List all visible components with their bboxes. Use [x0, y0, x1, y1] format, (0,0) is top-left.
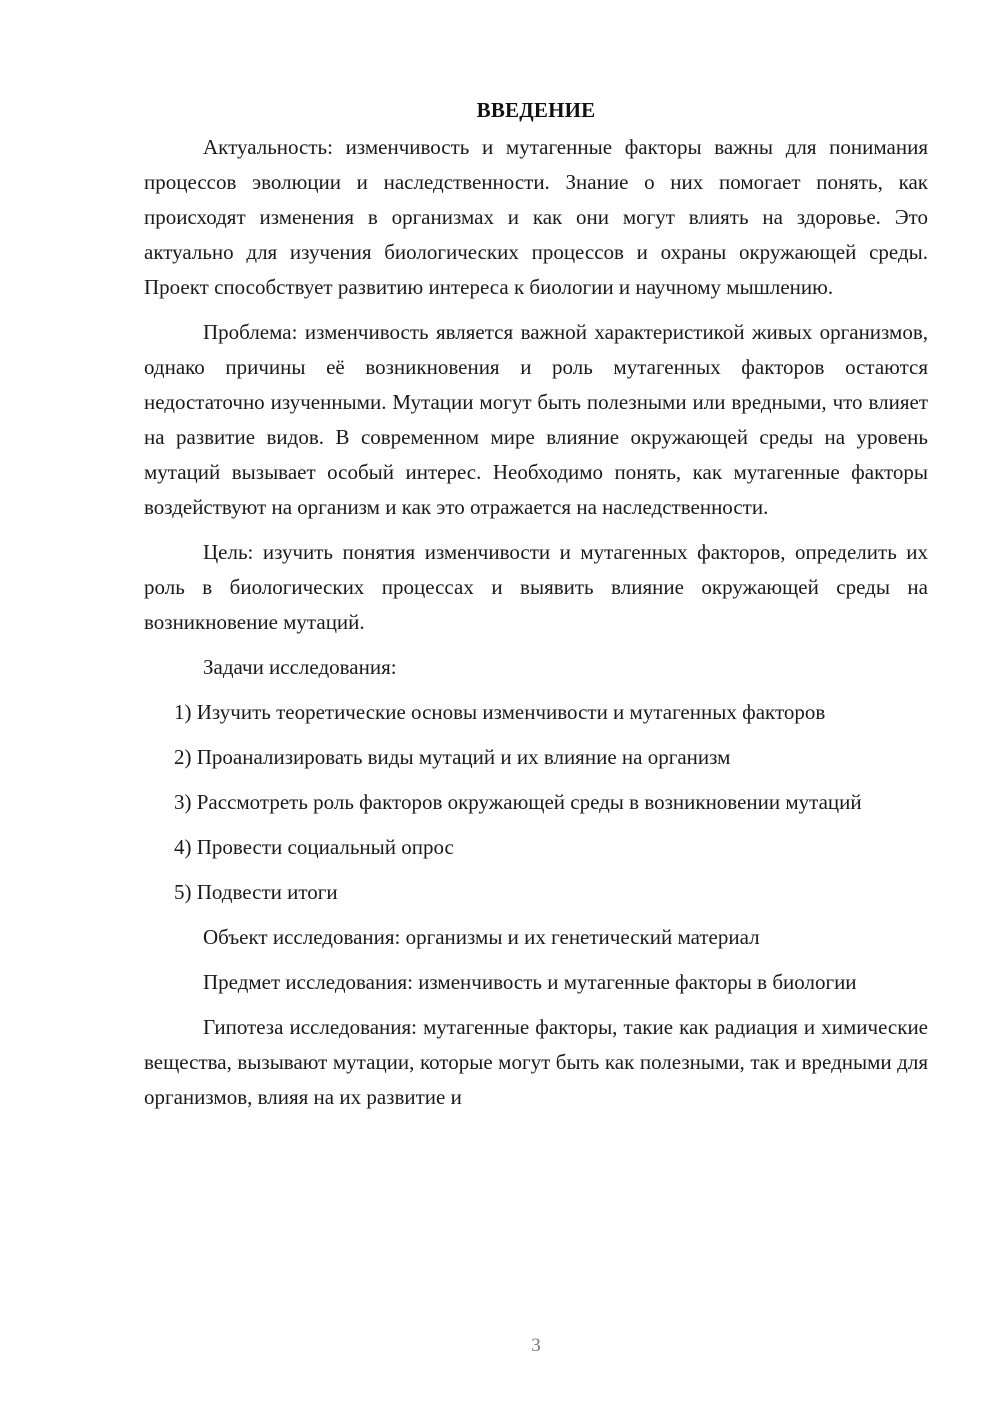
relevance-paragraph: Актуальность: изменчивость и мутагенные факторы важны для понимания процессов эволюции и наследственности. Знание о них помогает понять, как происходят изменения в организмах и как они могут влиять на здоровье. Это актуально для изучения биологических процессов и охраны окружающей среды. Проект способствует развитию интереса к биологии и научному мышлению.	[144, 135, 928, 299]
subject-paragraph: Предмет исследования: изменчивость и мутагенные факторы в биологии	[203, 970, 857, 994]
page-content	[144, 92, 928, 1125]
section-heading: ВВЕДЕНИЕ	[476, 98, 596, 122]
task-item-3: 3) Рассмотреть роль факторов окружающей среды в возникновении мутаций	[174, 790, 862, 814]
problem-paragraph: Проблема: изменчивость является важной характеристикой живых организмов, однако причины её возникновения и роль мутагенных факторов остаются недостаточно изученными. Мутации могут быть полезными или вредными, что влияет на развитие видов. В современном мире влияние окружающей среды на уровень мутаций вызывает особый интерес. Необходимо понять, как мутагенные факторы воздействуют на организм и как это отражается на наследственности.	[144, 320, 928, 519]
object-paragraph: Объект исследования: организмы и их генетический материал	[203, 925, 760, 949]
hypothesis-paragraph: Гипотеза исследования: мутагенные факторы, такие как радиация и химические вещества, вызывают мутации, которые могут быть как полезными, так и вредными для организмов, влияя на их развитие и	[144, 1015, 928, 1109]
goal-paragraph: Цель: изучить понятия изменчивости и мутагенных факторов, определить их роль в биологических процессах и выявить влияние окружающей среды на возникновение мутаций.	[144, 540, 928, 634]
task-item-4: 4) Провести социальный опрос	[174, 835, 454, 859]
page-number: 3	[531, 1335, 541, 1356]
task-item-2: 2) Проанализировать виды мутаций и их влияние на организм	[174, 745, 731, 769]
task-item-1: 1) Изучить теоретические основы изменчивости и мутагенных факторов	[174, 700, 826, 724]
task-item-5: 5) Подвести итоги	[174, 880, 338, 904]
tasks-heading: Задачи исследования:	[203, 655, 397, 679]
